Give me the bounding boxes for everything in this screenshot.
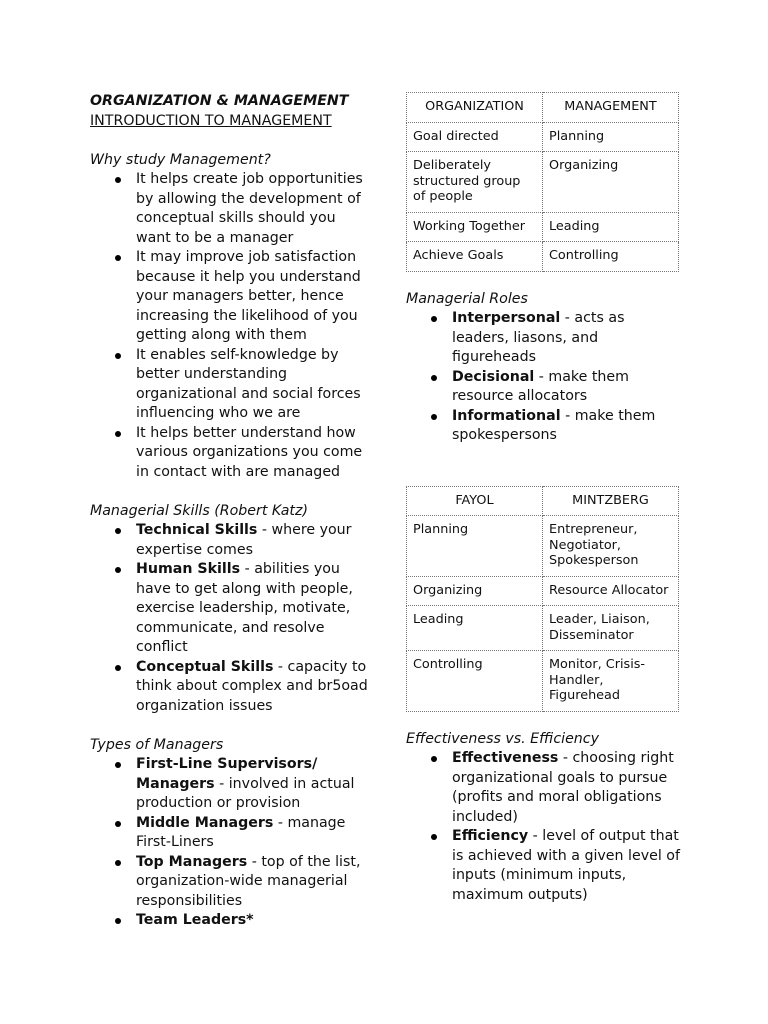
table-cell: Goal directed xyxy=(407,122,543,152)
list-item-term: Conceptual Skills xyxy=(136,658,274,675)
table-cell: Entrepreneur, Negotiator, Spokesperson xyxy=(543,516,679,577)
list-item: It may improve job satisfaction because it help you understand your managers better, hence increasing the likelihood of you getting along with them xyxy=(90,248,372,346)
table-header-row xyxy=(407,93,679,123)
list-item-term: Efficiency xyxy=(452,828,529,844)
list-item: It helps create job opportunities by allowing the development of conceptual skills should you want to be a manager xyxy=(90,170,372,248)
table-row xyxy=(407,212,679,242)
list-item-desc: - choosing right organizational goals to pursue (profits and moral obligations included) xyxy=(452,750,674,825)
table-cell: Organizing xyxy=(543,152,679,213)
list-item: It helps better understand how various organizations you come in contact with are managed xyxy=(90,424,372,483)
table-header-cell: FAYOL xyxy=(407,486,543,516)
list-item: It enables self-knowledge by better understanding organizational and social forces influencing who we are xyxy=(90,346,372,424)
table-cell: Achieve Goals xyxy=(407,242,543,272)
list-item xyxy=(90,853,372,912)
list-item-term: Middle Managers xyxy=(136,814,274,831)
list-item xyxy=(90,560,372,658)
list-item-desc: - make them resource allocators xyxy=(452,368,629,404)
left-column xyxy=(90,92,372,931)
table-row xyxy=(407,152,679,213)
list-item-term: Informational xyxy=(452,407,561,424)
document-title: ORGANIZATION & MANAGEMENT xyxy=(90,93,349,109)
list-item-desc: - capacity to think about complex and br5oad organization issues xyxy=(136,658,368,714)
organization-management-table xyxy=(406,92,679,272)
list-item xyxy=(90,755,372,814)
list-item xyxy=(406,309,680,368)
table-cell: Controlling xyxy=(407,651,543,712)
list-item-term: First-Line Supervisors/ Managers xyxy=(136,756,318,792)
list-item xyxy=(406,407,680,446)
table-row xyxy=(407,122,679,152)
list-item-desc: - make them spokespersons xyxy=(452,407,656,443)
table-cell: Planning xyxy=(543,122,679,152)
managerial-skills-list xyxy=(90,521,372,716)
list-item-term: Effectiveness xyxy=(452,750,559,766)
list-item-term: Human Skills xyxy=(136,561,241,577)
table-cell: Leading xyxy=(407,606,543,651)
table-row xyxy=(407,651,679,712)
list-item-desc: - top of the list, organization-wide managerial responsibilities xyxy=(136,853,361,909)
document-subtitle: INTRODUCTION TO MANAGEMENT xyxy=(90,112,332,129)
list-item-term: Technical Skills xyxy=(136,522,258,538)
table-header-cell: MANAGEMENT xyxy=(543,93,679,123)
list-item-desc: - abilities you have to get along with people, exercise leadership, motivate, communicate, and resolve conflict xyxy=(136,561,353,655)
table-cell: Deliberately structured group of people xyxy=(407,152,543,213)
table-row xyxy=(407,516,679,577)
list-item xyxy=(406,368,680,407)
effectiveness-efficiency-heading: Effectiveness vs. Efficiency xyxy=(406,730,599,747)
list-item xyxy=(406,749,680,827)
table-header-cell: ORGANIZATION xyxy=(407,93,543,123)
list-item-desc: - involved in actual production or provision xyxy=(136,775,355,811)
list-item xyxy=(90,814,372,853)
table-row xyxy=(407,242,679,272)
list-item-desc: - manage First-Liners xyxy=(136,814,346,850)
managerial-skills-heading: Managerial Skills (Robert Katz) xyxy=(90,502,308,519)
list-item-term: Interpersonal xyxy=(452,310,561,326)
why-study-list xyxy=(90,170,372,482)
managerial-roles-heading: Managerial Roles xyxy=(406,290,528,307)
types-of-managers-heading: Types of Managers xyxy=(90,736,224,753)
table-row xyxy=(407,576,679,606)
list-item-desc: - acts as leaders, liasons, and figureheads xyxy=(452,310,625,365)
table-cell: Planning xyxy=(407,516,543,577)
list-item xyxy=(406,827,680,905)
list-item xyxy=(90,658,372,717)
right-column xyxy=(406,92,680,905)
table-cell: Controlling xyxy=(543,242,679,272)
managerial-roles-list xyxy=(406,309,680,446)
list-item-term: Team Leaders* xyxy=(136,912,254,928)
table-cell: Leader, Liaison, Disseminator xyxy=(543,606,679,651)
table-header-cell: MINTZBERG xyxy=(543,486,679,516)
list-item xyxy=(90,521,372,560)
effectiveness-efficiency-list xyxy=(406,749,680,905)
table-header-row xyxy=(407,486,679,516)
table-cell: Working Together xyxy=(407,212,543,242)
why-study-heading: Why study Management? xyxy=(90,151,271,168)
table-cell: Leading xyxy=(543,212,679,242)
table-cell: Organizing xyxy=(407,576,543,606)
table-cell: Monitor, Crisis-Handler, Figurehead xyxy=(543,651,679,712)
types-of-managers-list xyxy=(90,755,372,931)
list-item-term: Top Managers xyxy=(136,853,248,870)
table-cell: Resource Allocator xyxy=(543,576,679,606)
list-item-desc: - where your expertise comes xyxy=(136,522,352,558)
fayol-mintzberg-table xyxy=(406,486,679,712)
table-row xyxy=(407,606,679,651)
list-item-term: Decisional xyxy=(452,368,535,385)
list-item-desc: - level of output that is achieved with a given level of inputs (minimum inputs, maximum outputs) xyxy=(452,828,680,903)
list-item xyxy=(90,911,372,931)
